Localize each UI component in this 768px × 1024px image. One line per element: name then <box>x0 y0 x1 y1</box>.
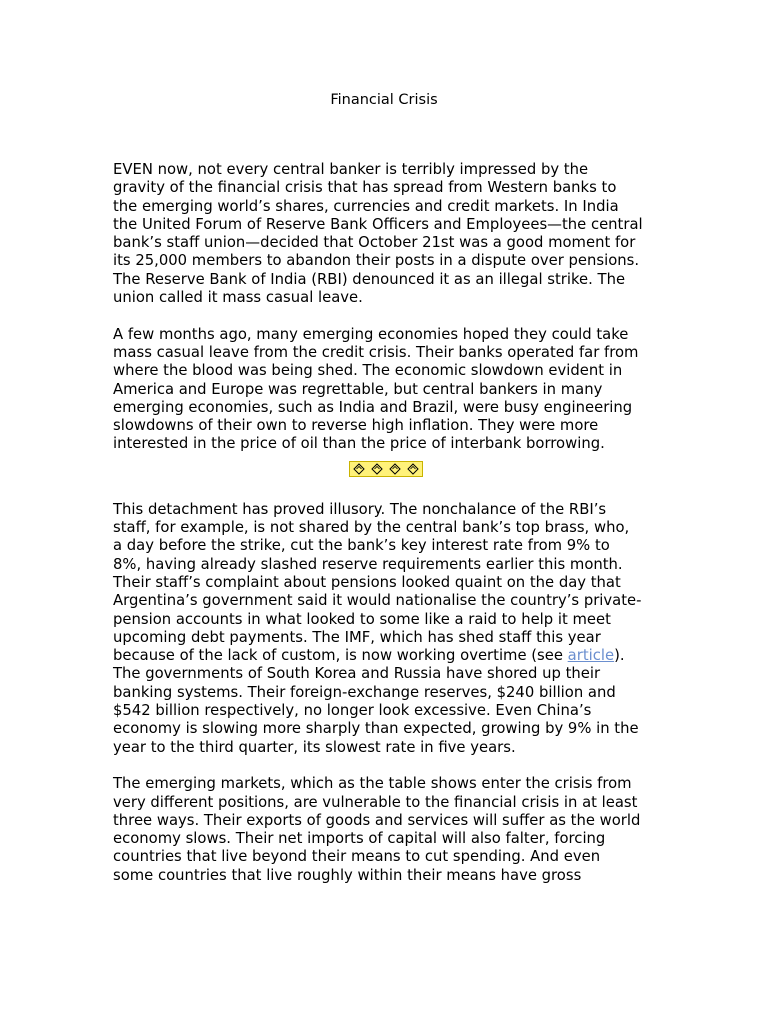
text-line: slowdowns of their own to reverse high inflation. They were more <box>113 417 599 435</box>
text-line: countries that live beyond their means to cut spending. And even <box>113 848 601 866</box>
text-line: union called it mass casual leave. <box>113 289 363 307</box>
text-line: EVEN now, not every central banker is terribly impressed by the <box>113 161 589 178</box>
text-line: upcoming debt payments. The IMF, which has shed staff this year <box>113 628 601 646</box>
section-divider <box>113 461 658 479</box>
paragraph-1 <box>113 161 658 307</box>
text-line: very different positions, are vulnerable to the financial crisis in at least <box>113 793 638 811</box>
text-line: a day before the strike, cut the bank’s key interest rate from 9% to <box>113 537 610 555</box>
text-line: some countries that live roughly within their means have gross <box>113 866 582 884</box>
text-line: emerging economies, such as India and Brazil, were busy engineering <box>113 398 633 416</box>
paragraph-4 <box>113 775 658 885</box>
text-line: year to the third quarter, its slowest rate in five years. <box>113 738 516 756</box>
diamond-ornament-icon <box>353 463 365 475</box>
diamond-ornament-icon <box>349 461 423 477</box>
text-line: the United Forum of Reserve Bank Officers and Employees—the central <box>113 215 643 233</box>
text-line: staff, for example, is not shared by the central bank’s top brass, who, <box>113 519 630 537</box>
text-line: Their staff’s complaint about pensions looked quaint on the day that <box>113 573 621 591</box>
text-line: gravity of the financial crisis that has spread from Western banks to <box>113 179 617 197</box>
text-line: banking systems. Their foreign-exchange reserves, $240 billion and <box>113 683 616 701</box>
text-fragment: because of the lack of custom, is now working overtime (see <box>113 647 568 665</box>
text-fragment: ). <box>614 647 625 665</box>
text-line: pension accounts in what looked to some like a raid to help it meet <box>113 610 611 628</box>
text-line: economy slows. Their net imports of capital will also falter, forcing <box>113 830 606 848</box>
text-line: The emerging markets, which as the table shows enter the crisis from <box>113 775 632 793</box>
page-title: Financial Crisis <box>330 92 438 108</box>
diamond-ornament-icon <box>389 463 401 475</box>
text-line: its 25,000 members to abandon their posts in a dispute over pensions. <box>113 252 640 270</box>
text-line: 8%, having already slashed reserve requirements earlier this month. <box>113 555 623 573</box>
text-line: bank’s staff union—decided that October 21st was a good moment for <box>113 234 636 252</box>
diamond-ornament-icon <box>407 463 419 475</box>
text-line <box>113 647 658 665</box>
paragraph-3 <box>113 501 658 757</box>
paragraph-2 <box>113 326 658 454</box>
text-line: economy is slowing more sharply than expected, growing by 9% in the <box>113 720 639 738</box>
text-line: interested in the price of oil than the price of interbank borrowing. <box>113 435 605 453</box>
text-line: America and Europe was regrettable, but central bankers in many <box>113 380 603 398</box>
article-link[interactable]: article <box>567 647 615 665</box>
text-line: three ways. Their exports of goods and services will suffer as the world <box>113 811 641 829</box>
text-line: $542 billion respectively, no longer look excessive. Even China’s <box>113 702 592 720</box>
document-body <box>113 161 658 903</box>
text-line: where the blood was being shed. The economic slowdown evident in <box>113 362 623 380</box>
text-line: This detachment has proved illusory. The nonchalance of the RBI’s <box>113 500 607 518</box>
text-line: A few months ago, many emerging economies hoped they could take <box>113 325 629 343</box>
text-line: The governments of South Korea and Russia have shored up their <box>113 665 601 683</box>
text-line: mass casual leave from the credit crisis. Their banks operated far from <box>113 343 639 361</box>
diamond-ornament-icon <box>371 463 383 475</box>
text-line: the emerging world’s shares, currencies and credit markets. In India <box>113 197 619 215</box>
text-line: The Reserve Bank of India (RBI) denounced it as an illegal strike. The <box>113 270 626 288</box>
text-line: Argentina’s government said it would nationalise the country’s private- <box>113 592 642 610</box>
